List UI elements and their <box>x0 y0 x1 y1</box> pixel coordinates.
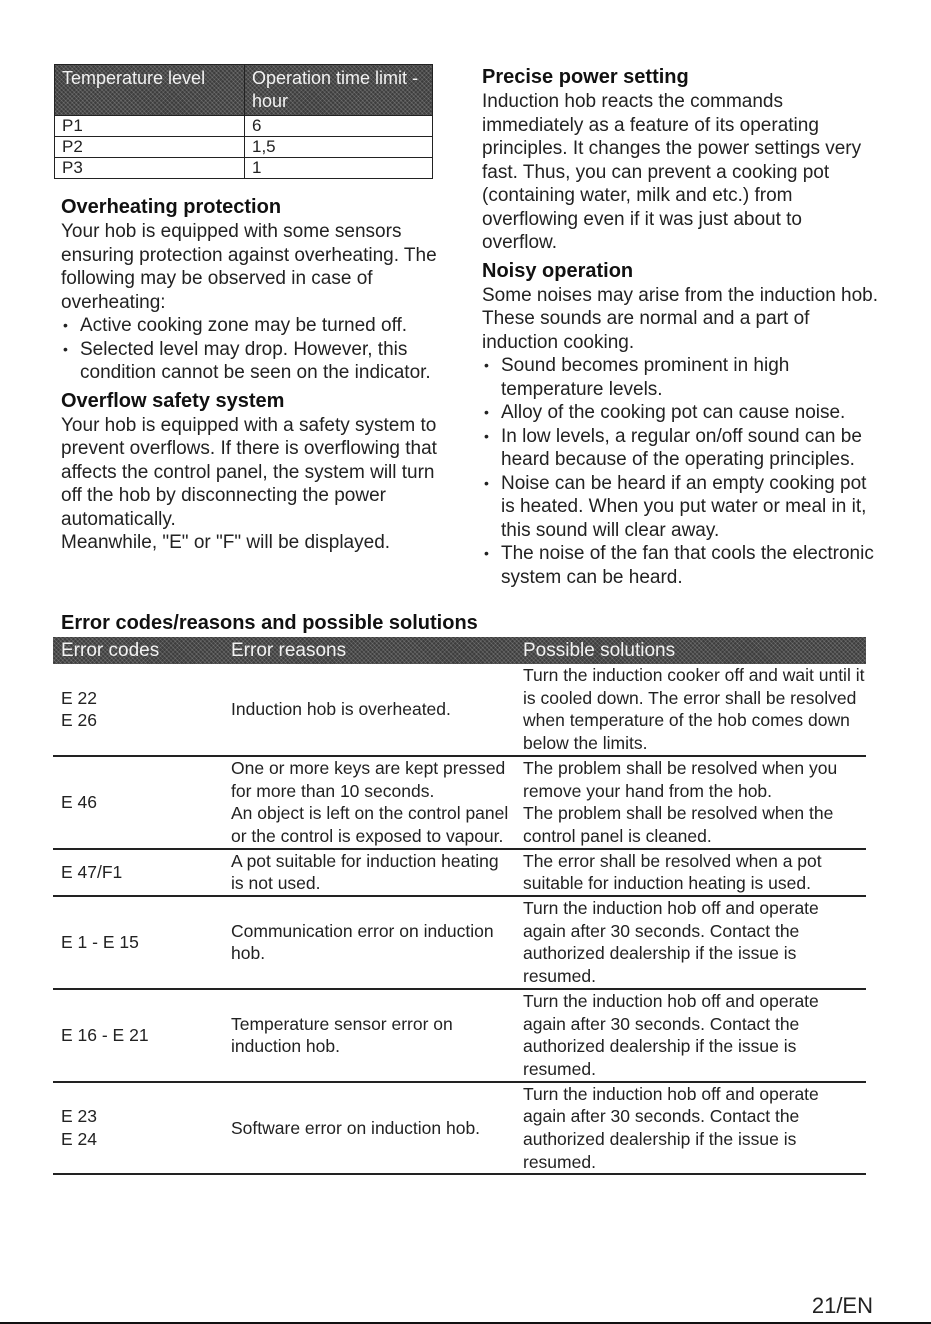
temp-level-cell: P2 <box>55 137 245 158</box>
table-row <box>55 137 433 158</box>
code-f: "F" <box>216 532 242 553</box>
table-row <box>55 158 433 179</box>
temp-time-cell: 1 <box>245 158 433 179</box>
error-header-codes: Error codes <box>61 640 160 661</box>
overheating-title: Overheating protection <box>61 196 282 218</box>
error-code-cell: E 47/F1 <box>53 849 223 896</box>
list-item: • Selected level may drop. However, this condition cannot be seen on the indicator. <box>61 338 451 385</box>
error-code-cell: E 16 - E 21 <box>53 989 223 1082</box>
error-solution-cell: The problem shall be resolved when you remove your hand from the hob. The problem shall be resolved when the control panel is cleaned. <box>515 756 866 849</box>
list-item: • In low levels, a regular on/off sound can be heard because of the operating principles. <box>482 425 882 472</box>
list-item: • Noise can be heard if an empty cooking pot is heated. When you put water or meal in it, this sound will clear away. <box>482 472 882 543</box>
temp-time-cell: 1,5 <box>245 137 433 158</box>
error-solution-cell: The error shall be resolved when a pot suitable for induction heating is used. <box>515 849 866 896</box>
noisy-list <box>482 354 882 589</box>
temp-header-time: Operation time limit - hour <box>245 65 433 116</box>
overflow-display-note: Meanwhile, "E" or "F" will be displayed. <box>61 532 391 553</box>
error-solution-cell: Turn the induction hob off and operate again after 30 seconds. Contact the authorized dealership if the issue is resumed. <box>515 896 866 989</box>
error-solution-cell: Turn the induction hob off and operate again after 30 seconds. Contact the authorized dealership if the issue is resumed. <box>515 1082 866 1175</box>
error-reason-cell: Temperature sensor error on induction hob. <box>223 989 515 1082</box>
error-code-cell: E 23 E 24 <box>53 1082 223 1175</box>
table-row <box>53 1082 866 1175</box>
table-row <box>53 849 866 896</box>
error-reason-cell: One or more keys are kept pressed for more than 10 seconds. An object is left on the control panel or the control is exposed to vapour. <box>223 756 515 849</box>
table-row <box>53 664 866 756</box>
right-column <box>482 65 882 589</box>
list-item: • The noise of the fan that cools the electronic system can be heard. <box>482 542 882 589</box>
overheating-section <box>61 195 451 385</box>
list-item: • Active cooking zone may be turned off. <box>61 314 451 338</box>
overheating-text: Your hob is equipped with some sensors ensuring protection against overheating. The following may be observed in case of overheating: <box>61 221 437 313</box>
overflow-text: Your hob is equipped with a safety system to prevent overflows. If there is overflowing that affects the control panel, the system will turn off the hob by disconnecting the power automatically. <box>61 414 437 530</box>
overflow-title: Overflow safety system <box>61 389 285 412</box>
temp-level-cell: P3 <box>55 158 245 179</box>
noisy-text: Some noises may arise from the induction hob. These sounds are normal and a part of induction cooking. <box>482 284 879 353</box>
error-reason-cell: Induction hob is overheated. <box>223 664 515 756</box>
list-item: • Sound becomes prominent in high temperature levels. <box>482 354 882 401</box>
error-codes-table <box>53 637 866 1175</box>
error-code-cell: E 1 - E 15 <box>53 896 223 989</box>
left-column <box>61 195 451 555</box>
temperature-limit-table <box>54 64 433 179</box>
temp-header-level: Temperature level <box>55 65 245 116</box>
table-row <box>55 116 433 137</box>
list-item: • Alloy of the cooking pot can cause noise. <box>482 401 882 425</box>
error-reason-cell: Software error on induction hob. <box>223 1082 515 1175</box>
table-row <box>53 896 866 989</box>
overheating-list <box>61 314 451 385</box>
noisy-operation-section <box>482 259 882 590</box>
precise-text: Induction hob reacts the commands immediately as a feature of its operating principles. It changes the power settings very fast. Thus, you can prevent a cooking pot (containing water, milk and etc.) from overflowing even if it was just about to overflow. <box>482 91 862 253</box>
table-row <box>53 756 866 849</box>
error-solution-cell: Turn the induction hob off and operate again after 30 seconds. Contact the authorized dealership if the issue is resumed. <box>515 989 866 1082</box>
error-header-solutions: Possible solutions <box>523 640 676 661</box>
error-header-reasons: Error reasons <box>231 640 347 661</box>
error-reason-cell: Communication error on induction hob. <box>223 896 515 989</box>
error-code-cell: E 22 E 26 <box>53 664 223 756</box>
precise-title: Precise power setting <box>482 66 689 88</box>
overflow-section <box>61 389 451 555</box>
error-codes-title: Error codes/reasons and possible solutions <box>61 612 478 634</box>
error-solution-cell: Turn the induction cooker off and wait until it is cooled down. The error shall be resolved when temperature of the hob comes down below the limits. <box>515 664 866 756</box>
noisy-title: Noisy operation <box>482 259 634 282</box>
error-code-cell: E 46 <box>53 756 223 849</box>
precise-power-section <box>482 65 882 255</box>
temp-time-cell: 6 <box>245 116 433 137</box>
code-e: "E" <box>162 532 189 553</box>
table-row <box>53 989 866 1082</box>
temp-level-cell: P1 <box>55 116 245 137</box>
page-number: 21/EN <box>811 1293 873 1318</box>
error-reason-cell: A pot suitable for induction heating is not used. <box>223 849 515 896</box>
